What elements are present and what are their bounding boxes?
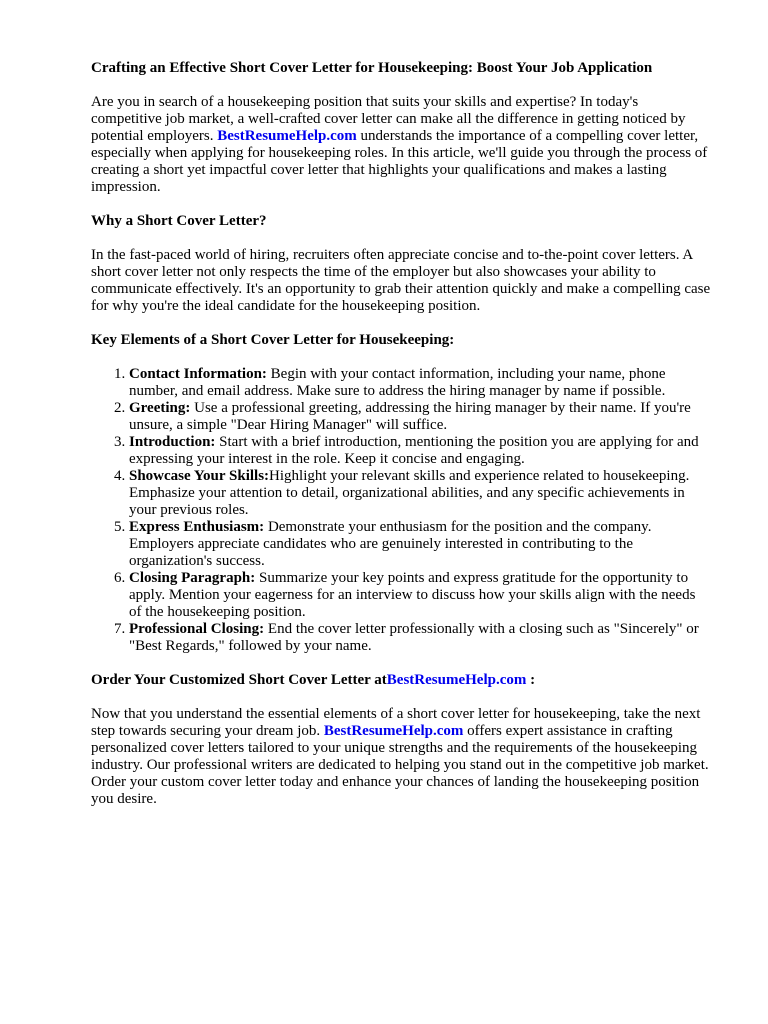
list-item-text: Begin with your contact information, including your name, phone number, and email address. Make sure to address the hiring manager by name if possible. <box>129 366 666 399</box>
order-link[interactable]: BestResumeHelp.com <box>323 723 464 739</box>
order-text-start: Now that you understand the essential elements of a short cover letter for housekeeping, take the next step towards securing your dream job. <box>91 706 701 739</box>
document-page <box>91 60 711 825</box>
list-item-text: Highlight your relevant skills and experience related to housekeeping. Emphasize your attention to detail, organizational abilities, and any specific achievements in your previous roles. <box>129 468 690 518</box>
list-item-text: End the cover letter professionally with a closing such as "Sincerely" or "Best Regards," followed by your name. <box>129 621 699 654</box>
list-item-label: Express Enthusiasm: <box>129 519 265 535</box>
intro-link[interactable]: BestResumeHelp.com <box>217 128 357 144</box>
list-item-label: Showcase Your Skills: <box>129 468 270 484</box>
order-paragraph <box>91 706 711 808</box>
list-item-contact <box>129 366 711 400</box>
list-item-skills <box>129 468 711 519</box>
intro-text-start: Are you in search of a housekeeping position that suits your skills and expertise? In today's competitive job market, a well-crafted cover letter can make all the difference in getting noticed by potential employers. <box>91 94 686 144</box>
key-elements-heading: Key Elements of a Short Cover Letter for Housekeeping: <box>91 332 455 348</box>
key-elements-list <box>91 366 711 655</box>
list-item-label: Professional Closing: <box>129 621 265 637</box>
order-heading-colon: : <box>526 672 536 688</box>
order-heading-text: Order Your Customized Short Cover Letter at <box>91 672 387 688</box>
list-item-text: Demonstrate your enthusiasm for the position and the company. Employers appreciate candidates who are genuinely interested in contributing to the organization's success. <box>129 519 652 569</box>
list-item-enthusiasm <box>129 519 711 570</box>
why-heading: Why a Short Cover Letter? <box>91 213 267 229</box>
list-item-label: Introduction: <box>129 434 216 450</box>
list-item-label: Greeting: <box>129 400 191 416</box>
list-item-text: Use a professional greeting, addressing the hiring manager by their name. If you're unsure, a simple "Dear Hiring Manager" will suffice. <box>129 400 691 433</box>
order-heading <box>91 672 711 689</box>
intro-text-end: understands the importance of a compelling cover letter, especially when applying for housekeeping roles. In this article, we'll guide you through the process of creating a short yet impactful cover letter that highlights your qualifications and makes a lasting impression. <box>91 128 708 195</box>
order-text-end: offers expert assistance in crafting personalized cover letters tailored to your unique strengths and the requirements of the housekeeping industry. Our professional writers are dedicated to helping you stand out in the competitive job market. Order your custom cover letter today and enhance your chances of landing the housekeeping position you desire. <box>91 723 709 807</box>
list-item-introduction <box>129 434 711 468</box>
list-item-closing-paragraph <box>129 570 711 621</box>
list-item-text: Summarize your key points and express gratitude for the opportunity to apply. Mention your eagerness for an interview to discuss how your skills align with the needs of the housekeeping position. <box>129 570 696 620</box>
list-item-greeting <box>129 400 711 434</box>
list-item-text: Start with a brief introduction, mentioning the position you are applying for and expressing your interest in the role. Keep it concise and engaging. <box>129 434 699 467</box>
list-item-label: Contact Information: <box>129 366 267 382</box>
list-item-label: Closing Paragraph: <box>129 570 256 586</box>
order-heading-link[interactable]: BestResumeHelp.com <box>386 672 527 688</box>
list-item-professional-closing <box>129 621 711 655</box>
intro-paragraph <box>91 94 711 196</box>
document-title: Crafting an Effective Short Cover Letter for Housekeeping: Boost Your Job Application <box>91 60 653 76</box>
why-paragraph: In the fast-paced world of hiring, recruiters often appreciate concise and to-the-point cover letters. A short cover letter not only respects the time of the employer but also showcases your ability to communicate effectively. It's an opportunity to grab their attention quickly and make a compelling case for why you're the ideal candidate for the housekeeping position. <box>91 247 711 314</box>
